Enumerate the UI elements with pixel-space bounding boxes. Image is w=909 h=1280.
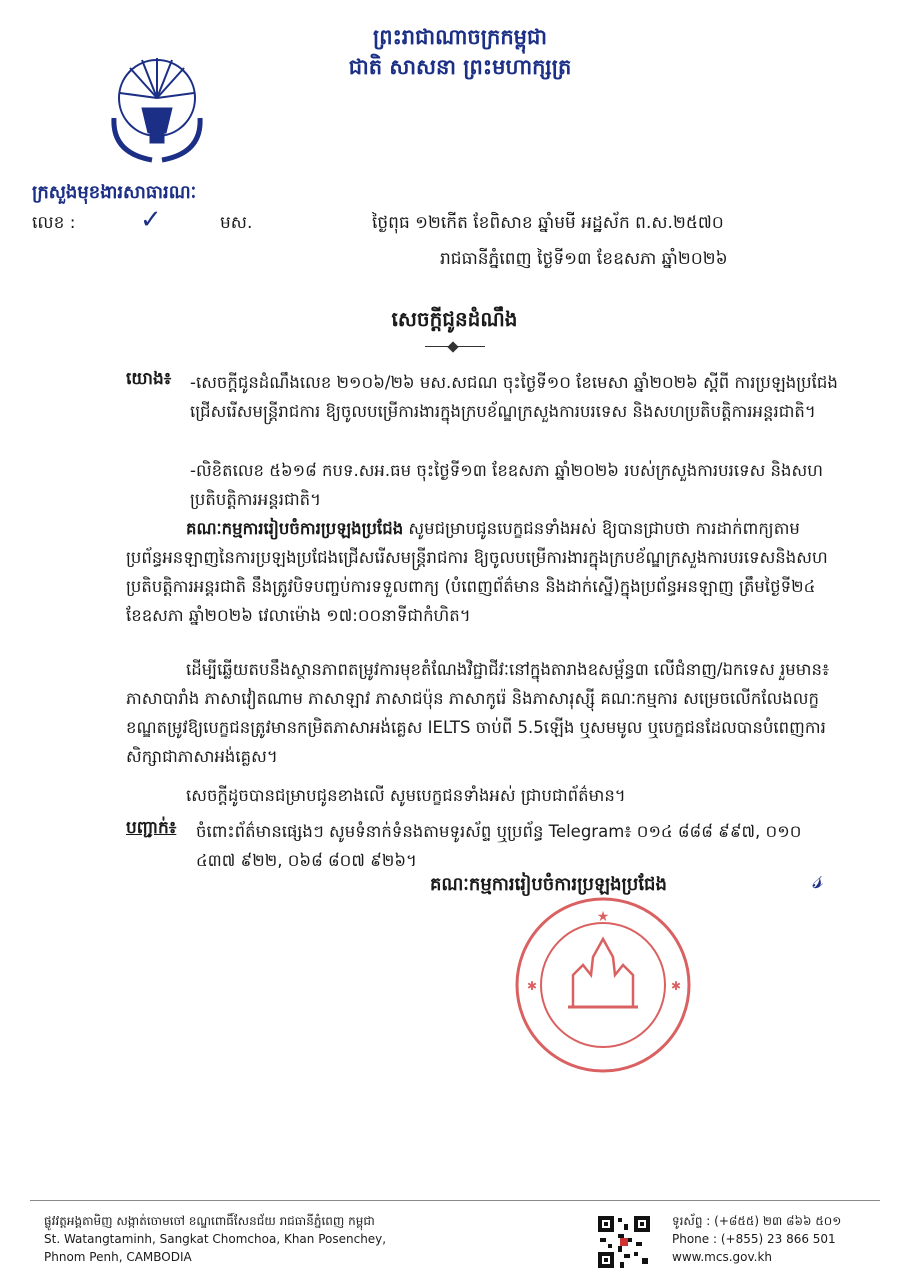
svg-text:✱: ✱ — [527, 979, 538, 993]
address-english-line-2: Phnom Penh, CAMBODIA — [44, 1250, 192, 1264]
phone-khmer: ទូរស័ព្ទ : (+៨៥៥) ២៣ ៨៦៦ ៥០១ — [672, 1214, 842, 1228]
paragraph-language-exemption: ដើម្បីឆ្លើយតបនឹងស្ថានភាពតម្រូវការមុខតំណែងវិជ្ជាជីវៈនៅក្នុងតារាងឧសម្ព័ន្ធ៣ លើជំនាញ/ឯកទេស រួមមាន៖ ភាសាបារាំង ភាសាវៀតណាម ភាសាឡាវ ភាសាជប៉ុន ភាសាកូរ៉េ និងភាសារុស្ស៊ី គណៈកម្មការ សម្រេចលើកលែងលក្ខខណ្ឌតម្រូវឱ្យបេក្ខជនត្រូវមានកម្រិតភាសាអង់គ្លេស IELTS ចាប់ពី 5.5ឡើង ឬសមមូល ឬបេក្ខជនដែលបានបំពេញការសិក្សាជាភាសាអង់គ្លេស។ — [126, 660, 830, 766]
address-english-line-1: St. Watangtaminh, Sangkat Chomchoa, Khan Posenchey, — [44, 1232, 387, 1246]
ministry-emblem-icon — [92, 38, 222, 168]
reference-number-label: លេខ : — [32, 213, 76, 233]
kingdom-line-1: ព្រះរាជាណាចក្រកម្ពុជា — [372, 24, 547, 49]
reference-suffix: មស. — [220, 213, 253, 233]
reference-2: -លិខិតលេខ ៥៦១៨ កបទ.សអ.ធម ចុះថ្ងៃទី១៣ ខែឧសភា ឆ្នាំ២០២៦ របស់ក្រសួងការបរទេស និងសហប្រតិបត្តិការអន្តរជាតិ។ — [190, 461, 823, 509]
title-divider — [425, 346, 485, 347]
note-label: បញ្ជាក់៖ — [126, 818, 177, 838]
document-title: សេចក្ដីជូនដំណឹង — [391, 307, 518, 331]
ministry-name: ក្រសួងមុខងារសាធារណៈ — [32, 182, 197, 203]
reference-1: -សេចក្ដីជូនដំណឹងលេខ ២១០៦/២៦ មស.សជណ ចុះថ្ងៃទី១០ ខែមេសា ឆ្នាំ២០២៦ ស្ដីពី ការប្រឡងប្រជែងជ្រើសរើសមន្ត្រីរាជការ ឱ្យចូលបម្រើការងារក្នុងក្របខ័ណ្ឌក្រសួងការបរទេស និងសហប្រតិបត្តិការអន្តរជាតិ។ — [190, 373, 838, 421]
committee-name: គណៈកម្មការរៀបចំការប្រឡងប្រជែង — [186, 519, 404, 538]
note-contact: ចំពោះព័ត៌មានផ្សេងៗ សូមទំនាក់ទំនងតាមទូរស័ព្ទ ឬប្រព័ន្ធ Telegram៖ ០១៤ ៨៨៨ ៩៩៧, ០១០ ៤៣៧ ៩២២, ០៦៨ ៨០៧ ៩២៦។ — [196, 822, 802, 870]
signature-committee: គណៈកម្មការរៀបចំការប្រឡងប្រជែង — [430, 874, 667, 895]
kingdom-line-2: ជាតិ សាសនា ព្រះមហាក្សត្រ — [348, 54, 572, 79]
qr-code-icon — [596, 1214, 652, 1270]
handwritten-signature: 𝓈 — [812, 862, 823, 895]
solar-date: រាជធានីភ្នំពេញ ថ្ងៃទី១៣ ខែឧសភា ឆ្នាំ២០២៦ — [440, 249, 728, 269]
footer-address — [44, 1212, 386, 1266]
paragraph-deadline-text: សូមជម្រាបជូនបេក្ខជនទាំងអស់ ឱ្យបានជ្រាបថា ការដាក់ពាក្យតាមប្រព័ន្ធអនឡាញនៃការប្រឡងប្រជែងជ្រើសរើសមន្ត្រីរាជការ ឱ្យចូលបម្រើការងារក្នុងក្របខ័ណ្ឌក្រសួងការបរទេសនិងសហប្រតិបត្តិការអន្តរជាតិ នឹងត្រូវបិទបញ្ចប់ការទទួលពាក្យ (បំពេញព័ត៌មាន និងដាក់ស្នើ)ក្នុងប្រព័ន្ធអនឡាញ ត្រឹមថ្ងៃទី២៤ ខែឧសភា ឆ្នាំ២០២៦ វេលាម៉ោង ១៧:០០នាទីជាកំហិត។ — [126, 519, 828, 625]
kingdom-motto — [300, 22, 620, 82]
paragraph-closing: សេចក្ដីដូចបានជម្រាបជូនខាងលើ សូមបេក្ខជនទាំងអស់ ជ្រាបជាព័ត៌មាន។ — [186, 786, 626, 805]
svg-text:★: ★ — [596, 909, 610, 925]
svg-text:✱: ✱ — [671, 979, 682, 993]
phone-english: Phone : (+855) 23 866 501 — [672, 1232, 836, 1246]
footer-divider — [30, 1200, 880, 1201]
lunar-date: ថ្ងៃពុធ ១២កើត ខែពិសាខ ឆ្នាំមមី អដ្ឋស័ក ព.ស.២៥៧០ — [372, 213, 724, 233]
footer-contact — [672, 1212, 841, 1266]
address-khmer: ផ្លូវវត្តអង្គតាមិញ សង្កាត់ចោមចៅ ខណ្ឌពោធិ៍សែនជ័យ រាជធានីភ្នំពេញ កម្ពុជា — [44, 1214, 375, 1228]
references-label: យោង៖ — [126, 369, 172, 389]
handwritten-check-mark: ✓ — [140, 205, 162, 235]
website-link[interactable]: www.mcs.gov.kh — [672, 1250, 773, 1264]
official-seal-icon — [513, 895, 693, 1075]
paragraph-deadline — [126, 514, 836, 630]
